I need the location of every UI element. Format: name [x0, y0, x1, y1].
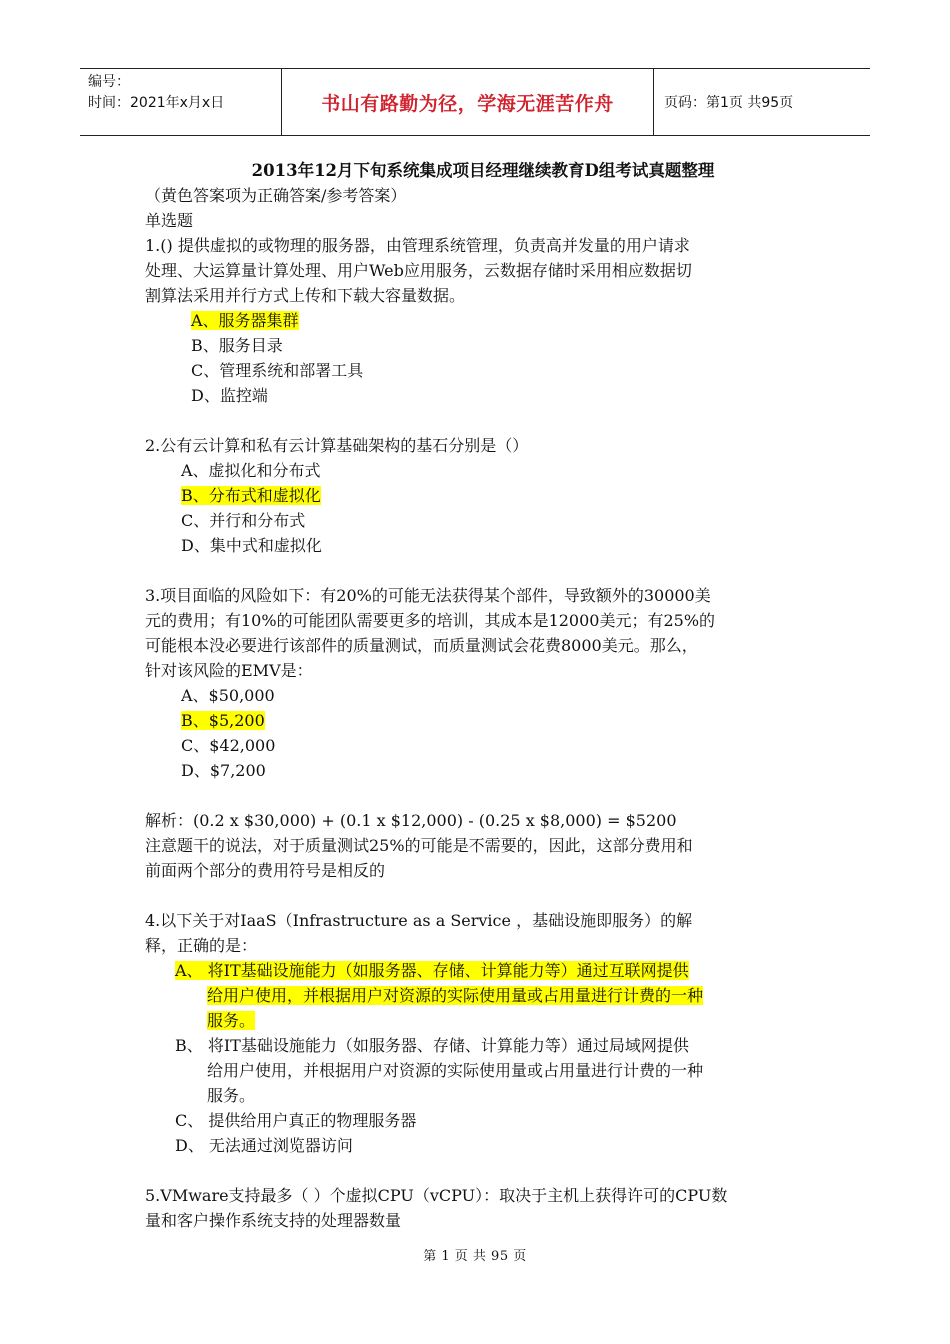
option-c: C、并行和分布式 — [181, 511, 306, 530]
analysis-text: 前面两个部分的费用符号是相反的 — [145, 861, 386, 880]
header-page-info: 页码：第1页 共95页 — [664, 95, 794, 111]
document-body — [145, 158, 805, 1233]
option-a-cont — [145, 1008, 805, 1033]
header-motto: 书山有路勤为径，学海无涯苦作舟 — [282, 69, 654, 135]
option-c: C、管理系统和部署工具 — [191, 361, 364, 380]
option-d: D、集中式和虚拟化 — [181, 536, 322, 555]
option-a — [145, 308, 805, 333]
option-a-cont — [145, 983, 805, 1008]
option-a: A、$50,000 — [181, 686, 275, 705]
option-a — [145, 958, 805, 983]
option-b-cont: 给用户使用，并根据用户对资源的实际使用量或占用量进行计费的一种 — [207, 1061, 704, 1080]
option-b: B、服务目录 — [191, 336, 283, 355]
option-c: C、 提供给用户真正的物理服务器 — [175, 1111, 417, 1130]
correct-answer: A、服务器集群 — [191, 311, 299, 330]
question-3 — [145, 583, 805, 883]
question-text: 释，正确的是： — [145, 936, 258, 955]
correct-answer: 给用户使用，并根据用户对资源的实际使用量或占用量进行计费的一种 — [207, 986, 704, 1005]
header-meta — [80, 69, 282, 135]
option-d: D、监控端 — [191, 386, 268, 405]
answer-note: （黄色答案项为正确答案/参考答案） — [145, 186, 407, 205]
question-text: 可能根本没必要进行该部件的质量测试，而质量测试会花费8000美元。那么， — [145, 636, 698, 655]
option-d: D、$7,200 — [181, 761, 266, 780]
question-1 — [145, 233, 805, 408]
option-d: D、 无法通过浏览器访问 — [175, 1136, 353, 1155]
correct-answer: A、 将IT基础设施能力（如服务器、存储、计算能力等）通过互联网提供 — [175, 961, 689, 980]
question-text: 4.以下关于对IaaS（Infrastructure as a Service ，基础设施即服务）的解 — [145, 911, 693, 930]
document-title: 2013年12月下旬系统集成项目经理继续教育D组考试真题整理 — [251, 161, 715, 180]
option-b — [145, 708, 805, 733]
analysis-text: 注意题干的说法，对于质量测试25%的可能是不需要的，因此，这部分费用和 — [145, 836, 693, 855]
question-text: 处理、大运算量计算处理、用户Web应用服务，云数据存储时采用相应数据切 — [145, 261, 692, 280]
option-a: A、虚拟化和分布式 — [181, 461, 321, 480]
question-2 — [145, 433, 805, 558]
page-header — [80, 68, 870, 136]
number-label: 编号： — [88, 74, 130, 90]
option-c: C、$42,000 — [181, 736, 276, 755]
correct-answer: B、$5,200 — [181, 711, 265, 730]
time-label: 时间：2021年x月x日 — [88, 95, 225, 111]
option-b: B、 将IT基础设施能力（如服务器、存储、计算能力等）通过局域网提供 — [175, 1036, 689, 1055]
section-heading: 单选题 — [145, 211, 194, 230]
option-b — [145, 483, 805, 508]
option-b-cont: 服务。 — [207, 1086, 256, 1105]
page-footer: 第 1 页 共 95 页 — [423, 1249, 527, 1264]
question-text: 元的费用；有10%的可能团队需要更多的培训，其成本是12000美元；有25%的 — [145, 611, 716, 630]
correct-answer: B、分布式和虚拟化 — [181, 486, 321, 505]
question-5 — [145, 1183, 805, 1233]
question-text: 5.VMware支持最多（ ）个虚拟CPU（vCPU）：取决于主机上获得许可的CPU数 — [145, 1186, 728, 1205]
question-text: 1.() 提供虚拟的或物理的服务器，由管理系统管理，负责高并发量的用户请求 — [145, 236, 690, 255]
correct-answer: 服务。 — [207, 1011, 256, 1030]
question-text: 2.公有云计算和私有云计算基础架构的基石分别是（） — [145, 436, 529, 455]
question-text: 针对该风险的EMV是： — [145, 661, 313, 680]
question-text: 3.项目面临的风险如下：有20%的可能无法获得某个部件，导致额外的30000美 — [145, 586, 711, 605]
question-4 — [145, 908, 805, 1158]
analysis-text: 解析：(0.2 x $30,000) + (0.1 x $12,000) - (0.25 x $8,000) = $5200 — [145, 811, 677, 830]
question-text: 割算法采用并行方式上传和下载大容量数据。 — [145, 286, 466, 305]
question-text: 量和客户操作系统支持的处理器数量 — [145, 1211, 402, 1230]
